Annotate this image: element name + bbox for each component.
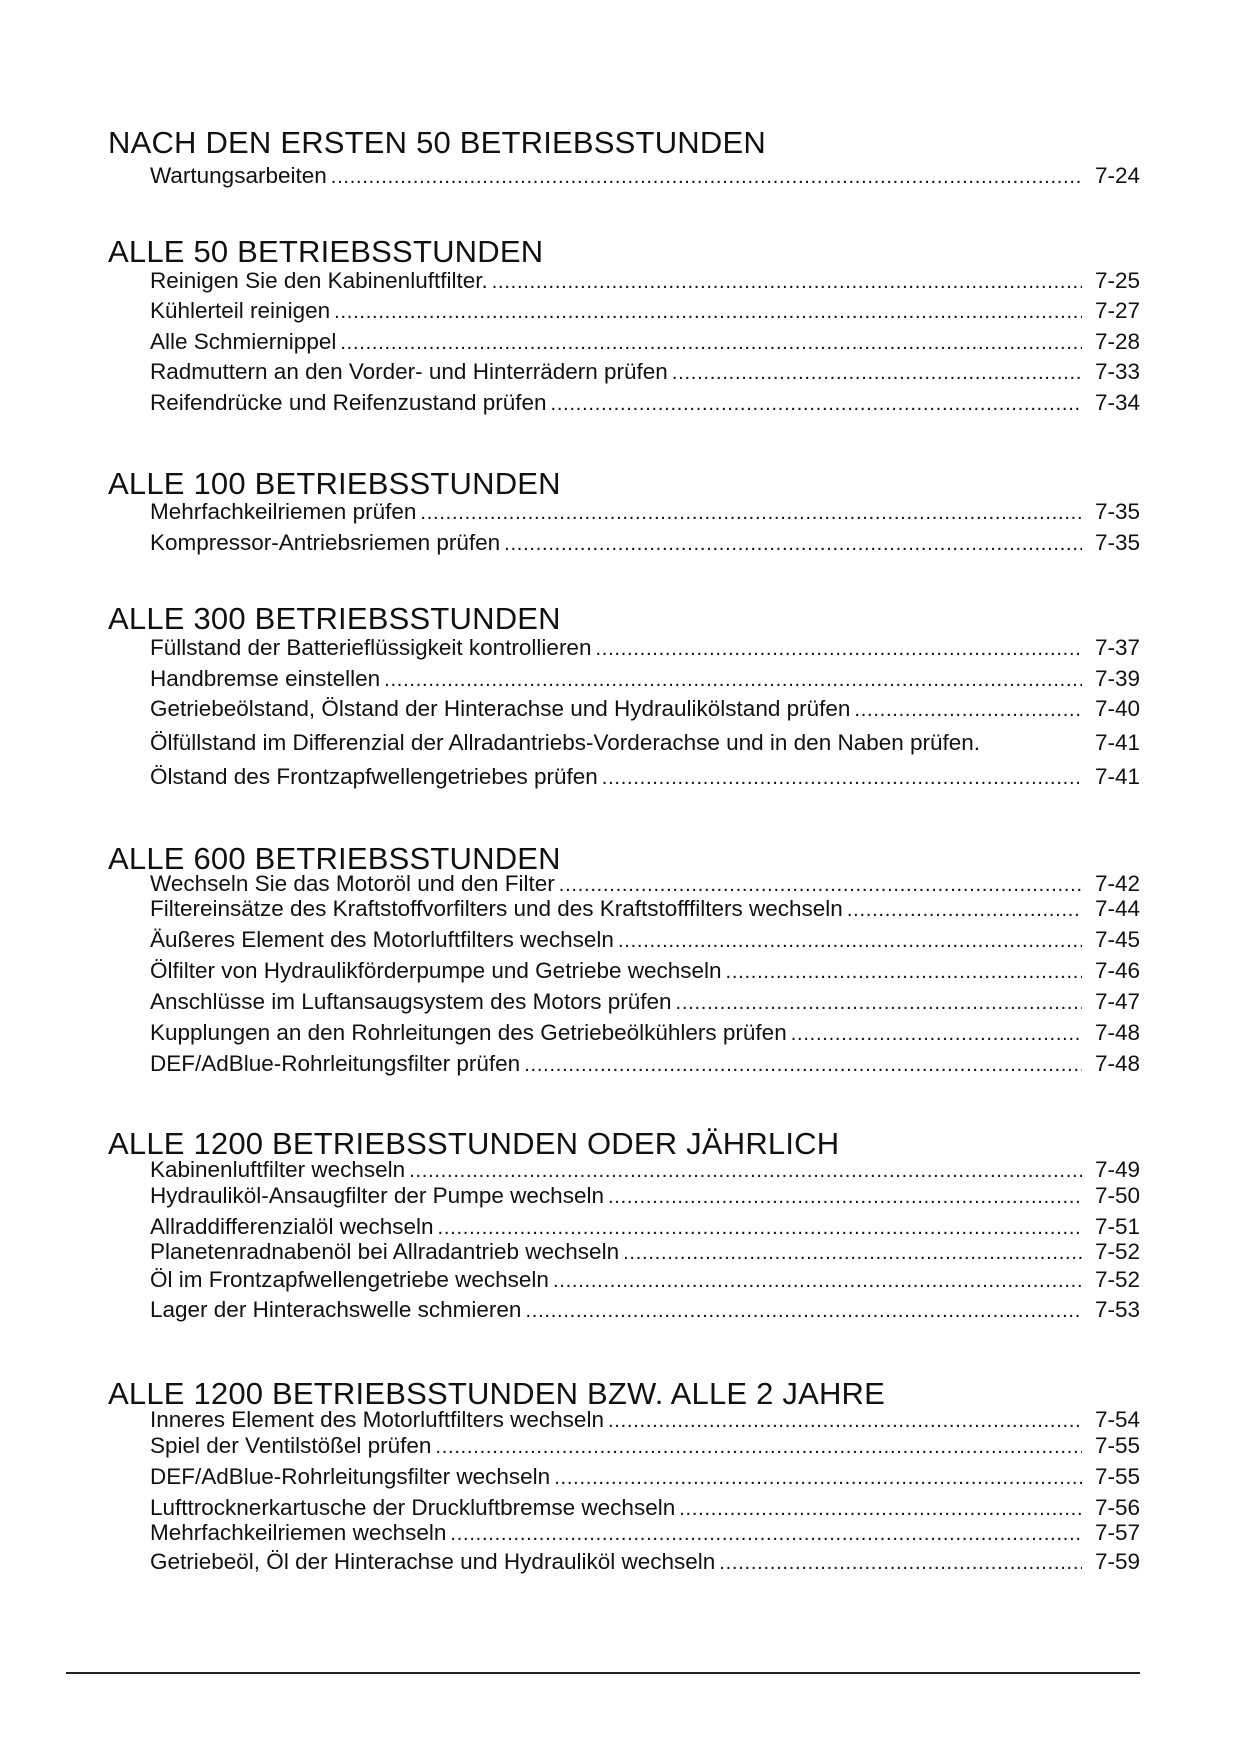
- toc-entry[interactable]: [150, 1266, 1140, 1294]
- entry-page: 7-28: [1094, 329, 1140, 354]
- entry-label: Ölstand des Frontzapfwellengetriebes prüfen: [150, 764, 598, 789]
- entry-label: Reinigen Sie den Kabinenluftfilter.: [150, 268, 488, 293]
- entry-page: 7-35: [1094, 499, 1140, 524]
- section-every-1200-hours-yearly: [108, 1126, 1140, 1322]
- entry-label: Planetenradnabenöl bei Allradantrieb wechseln: [150, 1239, 620, 1264]
- entry-label: Getriebeölstand, Ölstand der Hinterachse und Hydraulikölstand prüfen: [150, 696, 851, 721]
- dot-leader: [525, 1296, 1082, 1325]
- entry-page: 7-52: [1094, 1239, 1140, 1264]
- dot-leader: [409, 1156, 1082, 1185]
- entry-page: 7-48: [1094, 1051, 1140, 1076]
- dot-leader: [340, 328, 1082, 357]
- entry-label: Ölfilter von Hydraulikförderpumpe und Getriebe wechseln: [150, 958, 722, 983]
- entry-label: Allraddifferenzialöl wechseln: [150, 1214, 434, 1239]
- entry-page: 7-40: [1094, 696, 1140, 721]
- dot-leader: [331, 162, 1082, 191]
- entry-label: Spiel der Ventilstößel prüfen: [150, 1433, 432, 1458]
- entry-label: Radmuttern an den Vorder- und Hinterrädern prüfen: [150, 359, 668, 384]
- entry-label: Äußeres Element des Motorluftfilters wechseln: [150, 927, 614, 952]
- entry-label: Mehrfachkeilriemen prüfen: [150, 499, 417, 524]
- toc-entry[interactable]: [150, 1213, 1140, 1241]
- entry-page: 7-50: [1094, 1183, 1140, 1208]
- dot-leader: [551, 389, 1082, 418]
- dot-leader: [608, 1406, 1082, 1435]
- toc-entry[interactable]: [150, 162, 1140, 190]
- entry-page: 7-24: [1094, 163, 1140, 188]
- entry-page: 7-55: [1094, 1464, 1140, 1489]
- entry-page: 7-48: [1094, 1020, 1140, 1045]
- entry-page: 7-59: [1094, 1549, 1140, 1574]
- toc-entry[interactable]: [150, 870, 1140, 898]
- toc-entry[interactable]: [150, 729, 1140, 757]
- section-every-50-hours: [108, 234, 1140, 415]
- toc-entry[interactable]: [150, 1494, 1140, 1522]
- section-every-100-hours: [108, 466, 1140, 555]
- entry-page: 7-33: [1094, 359, 1140, 384]
- toc-entry[interactable]: [150, 988, 1140, 1016]
- entry-page: 7-45: [1094, 927, 1140, 952]
- entry-label: Mehrfachkeilriemen wechseln: [150, 1520, 447, 1545]
- entry-label: Füllstand der Batterieflüssigkeit kontrollieren: [150, 635, 592, 660]
- dot-leader: [719, 1548, 1082, 1577]
- section-every-600-hours: [108, 841, 1140, 1076]
- entry-label: Anschlüsse im Luftansaugsystem des Motors prüfen: [150, 989, 672, 1014]
- section-title: NACH DEN ERSTEN 50 BETRIEBSSTUNDEN: [108, 125, 766, 160]
- toc-entry[interactable]: [150, 498, 1140, 526]
- entry-page: 7-57: [1094, 1520, 1140, 1545]
- entry-page: 7-52: [1094, 1267, 1140, 1292]
- entry-label: Öl im Frontzapfwellengetriebe wechseln: [150, 1267, 549, 1292]
- dot-leader: [726, 957, 1082, 986]
- dot-leader: [791, 1019, 1082, 1048]
- toc-entry[interactable]: [150, 1548, 1140, 1576]
- toc-entry[interactable]: [150, 1519, 1140, 1547]
- entry-page: 7-41: [1094, 730, 1140, 755]
- dot-leader: [384, 665, 1082, 694]
- entry-label: Filtereinsätze des Kraftstoffvorfilters und des Kraftstofffilters wechseln: [150, 896, 843, 921]
- dot-leader: [492, 267, 1082, 296]
- entry-label: Kompressor-Antriebsriemen prüfen: [150, 530, 501, 555]
- toc-entry[interactable]: [150, 358, 1140, 386]
- toc-entry[interactable]: [150, 389, 1140, 417]
- section-every-1200-hours-2-years: [108, 1376, 1140, 1574]
- entry-label: DEF/AdBlue-Rohrleitungsfilter prüfen: [150, 1051, 521, 1076]
- footer-rule: [66, 1672, 1140, 1674]
- toc-entry[interactable]: [150, 529, 1140, 557]
- entry-label: Kühlerteil reinigen: [150, 298, 331, 323]
- section-title: ALLE 1200 BETRIEBSSTUNDEN ODER JÄHRLICH: [108, 1126, 840, 1161]
- section-every-300-hours: [108, 601, 1140, 789]
- dot-leader: [435, 1432, 1082, 1461]
- entry-page: 7-54: [1094, 1407, 1140, 1432]
- dot-leader: [672, 358, 1082, 387]
- entry-page: 7-34: [1094, 390, 1140, 415]
- dot-leader: [854, 695, 1082, 724]
- toc-entry[interactable]: [150, 1238, 1140, 1266]
- dot-leader: [420, 498, 1082, 527]
- entry-label: Wartungsarbeiten: [150, 163, 327, 188]
- entry-label: Alle Schmiernippel: [150, 329, 337, 354]
- toc-entry[interactable]: [150, 267, 1140, 295]
- entry-label: Wechseln Sie das Motoröl und den Filter: [150, 871, 555, 896]
- entry-page: 7-37: [1094, 635, 1140, 660]
- entry-label: Kupplungen an den Rohrleitungen des Getriebeölkühlers prüfen: [150, 1020, 787, 1045]
- entry-page: 7-39: [1094, 666, 1140, 691]
- section-first-50-hours: [108, 125, 1140, 188]
- toc-entry[interactable]: [150, 634, 1140, 662]
- dot-leader: [618, 926, 1082, 955]
- entry-page: 7-47: [1094, 989, 1140, 1014]
- dot-leader: [623, 1238, 1082, 1267]
- dot-leader: [595, 634, 1082, 663]
- toc-entry[interactable]: [150, 297, 1140, 325]
- toc-entry[interactable]: [150, 957, 1140, 985]
- entry-page: 7-35: [1094, 530, 1140, 555]
- toc-entry[interactable]: [150, 1296, 1140, 1324]
- entry-page: 7-41: [1094, 764, 1140, 789]
- toc-entry[interactable]: [150, 328, 1140, 356]
- toc-entry[interactable]: [150, 1182, 1140, 1210]
- entry-page: 7-44: [1094, 896, 1140, 921]
- entry-label: DEF/AdBlue-Rohrleitungsfilter wechseln: [150, 1464, 551, 1489]
- entry-page: 7-27: [1094, 298, 1140, 323]
- dot-leader: [553, 1266, 1082, 1295]
- entry-page: 7-51: [1094, 1214, 1140, 1239]
- toc-entry[interactable]: [150, 695, 1140, 723]
- entry-page: 7-55: [1094, 1433, 1140, 1458]
- entry-label: Handbremse einstellen: [150, 666, 381, 691]
- toc-entry[interactable]: [150, 895, 1140, 923]
- dot-leader: [334, 297, 1082, 326]
- entry-page: 7-25: [1094, 268, 1140, 293]
- entry-label: Inneres Element des Motorluftfilters wechseln: [150, 1407, 604, 1432]
- entry-page: 7-56: [1094, 1495, 1140, 1520]
- section-title: ALLE 600 BETRIEBSSTUNDEN: [108, 841, 561, 876]
- toc-entry[interactable]: [150, 665, 1140, 693]
- entry-label: Kabinenluftfilter wechseln: [150, 1157, 406, 1182]
- section-title: ALLE 300 BETRIEBSSTUNDEN: [108, 601, 561, 636]
- dot-leader: [847, 895, 1082, 924]
- entry-label: Ölfüllstand im Differenzial der Allradantriebs-Vorderachse und in den Naben prüfen.: [150, 730, 981, 755]
- toc-entry[interactable]: [150, 1432, 1140, 1460]
- toc-entry[interactable]: [150, 1156, 1140, 1184]
- section-title: ALLE 50 BETRIEBSSTUNDEN: [108, 234, 544, 269]
- dot-leader: [450, 1519, 1082, 1548]
- entry-label: Lufttrocknerkartusche der Druckluftbremse wechseln: [150, 1495, 676, 1520]
- toc-entry[interactable]: [150, 1406, 1140, 1434]
- section-title: ALLE 1200 BETRIEBSSTUNDEN BZW. ALLE 2 JAHRE: [108, 1376, 886, 1411]
- toc-entry[interactable]: [150, 1019, 1140, 1047]
- toc-entry[interactable]: [150, 1050, 1140, 1078]
- toc-entry[interactable]: [150, 1463, 1140, 1491]
- toc-entry[interactable]: [150, 763, 1140, 791]
- dot-leader: [524, 1050, 1082, 1079]
- entry-label: Reifendrücke und Reifenzustand prüfen: [150, 390, 547, 415]
- entry-page: 7-49: [1094, 1157, 1140, 1182]
- toc-entry[interactable]: [150, 926, 1140, 954]
- dot-leader: [602, 763, 1082, 792]
- entry-page: 7-53: [1094, 1297, 1140, 1322]
- section-title: ALLE 100 BETRIEBSSTUNDEN: [108, 466, 561, 501]
- dot-leader: [504, 529, 1082, 558]
- dot-leader: [676, 988, 1083, 1017]
- entry-page: 7-42: [1094, 871, 1140, 896]
- entry-page: 7-46: [1094, 958, 1140, 983]
- entry-label: Hydrauliköl-Ansaugfilter der Pumpe wechseln: [150, 1183, 604, 1208]
- entry-label: Getriebeöl, Öl der Hinterachse und Hydrauliköl wechseln: [150, 1549, 716, 1574]
- entry-label: Lager der Hinterachswelle schmieren: [150, 1297, 522, 1322]
- dot-leader: [554, 1463, 1082, 1492]
- dot-leader: [608, 1182, 1082, 1211]
